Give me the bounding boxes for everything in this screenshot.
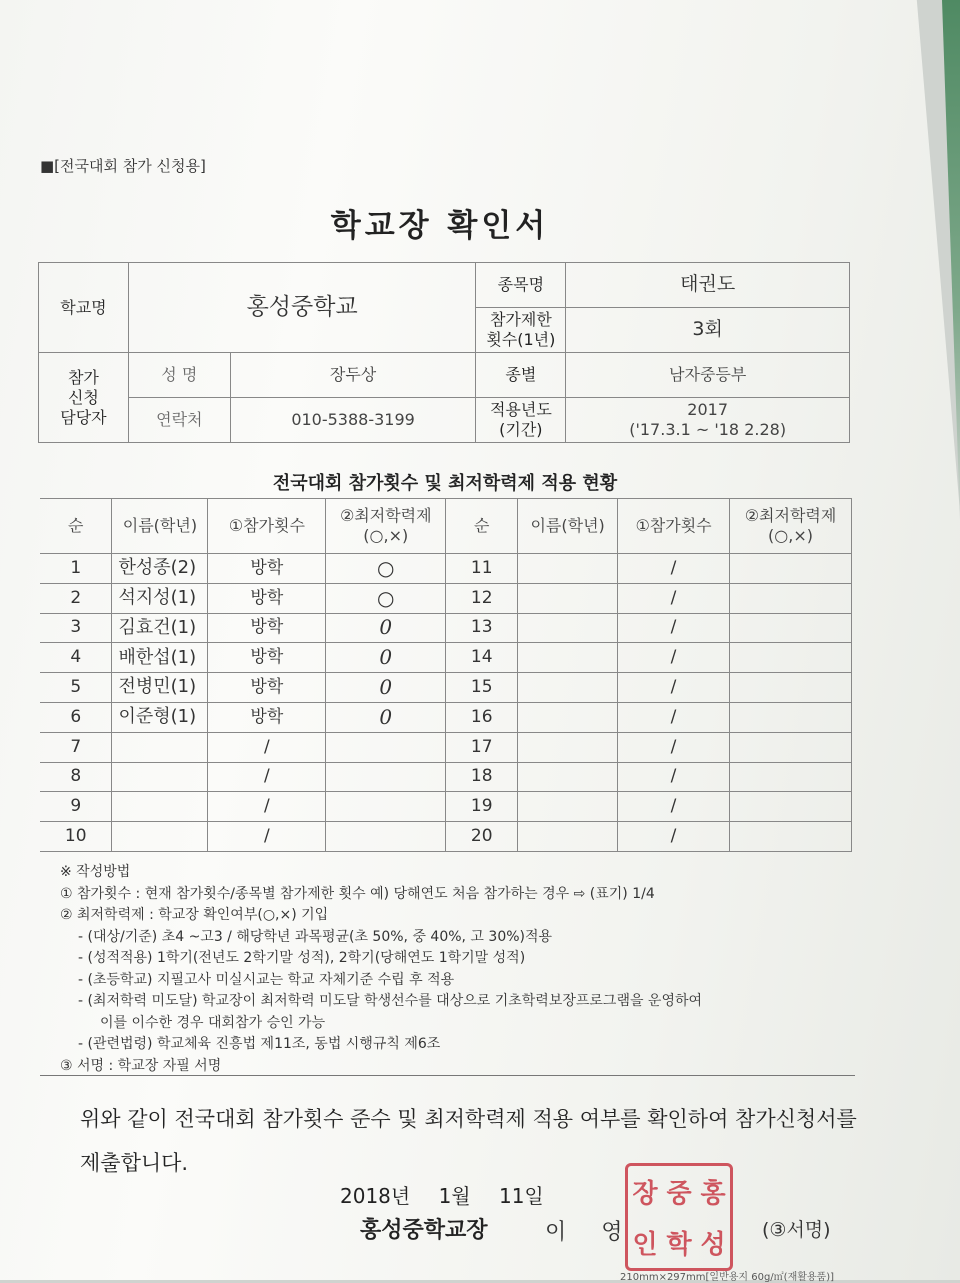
participation-count: 방학 xyxy=(208,554,326,584)
participation-count: 방학 xyxy=(208,673,326,703)
signature-note: (③서명) xyxy=(762,1219,831,1241)
seal-glyph: 성 xyxy=(700,1230,726,1260)
student-name xyxy=(112,762,208,792)
row-no: 11 xyxy=(446,554,518,584)
min-academic-mark xyxy=(730,613,852,643)
min-academic-mark xyxy=(730,554,852,584)
note-detail-3: - (초등학교) 지필고사 미실시교는 학교 자체기준 수립 후 적용 xyxy=(78,971,455,988)
divider-line xyxy=(40,1075,855,1076)
row-no: 12 xyxy=(446,583,518,613)
header-name-2: 이름(학년) xyxy=(518,499,618,554)
min-academic-mark xyxy=(730,643,852,673)
header-count: ①참가횟수 xyxy=(208,499,326,554)
table-row xyxy=(40,554,852,584)
info-table xyxy=(38,262,850,443)
header-no: 순 xyxy=(40,499,112,554)
header-min: ②최저학력제 (○,×) xyxy=(326,499,446,554)
participation-count: / xyxy=(618,792,730,822)
student-name xyxy=(518,613,618,643)
min-academic-mark xyxy=(326,822,446,852)
principal-name: 이 영 xyxy=(545,1220,637,1245)
table-row xyxy=(40,792,852,822)
row-no: 2 xyxy=(40,583,112,613)
student-name: 한성종(2) xyxy=(112,554,208,584)
table-row xyxy=(40,583,852,613)
participation-count: / xyxy=(618,702,730,732)
row-no: 10 xyxy=(40,822,112,852)
row-no: 9 xyxy=(40,792,112,822)
row-no: 3 xyxy=(40,613,112,643)
row-no: 18 xyxy=(446,762,518,792)
contact-value: 010-5388-3199 xyxy=(230,398,476,443)
row-no: 8 xyxy=(40,762,112,792)
participation-count: / xyxy=(208,792,326,822)
student-name xyxy=(518,583,618,613)
limit-label: 참가제한 횟수(1년) xyxy=(476,308,566,353)
table-row xyxy=(40,673,852,703)
participation-count: / xyxy=(208,732,326,762)
student-name: 배한섭(1) xyxy=(112,643,208,673)
name-label: 성 명 xyxy=(128,353,230,398)
participation-count: / xyxy=(618,554,730,584)
table-row xyxy=(40,702,852,732)
note-detail-2: - (성적적용) 1학기(전년도 2학기말 성적), 2학기(당해연도 1학기말 성적) xyxy=(78,950,526,966)
table-row xyxy=(40,613,852,643)
seal-glyph: 장 xyxy=(632,1179,658,1209)
min-academic-mark: 0 xyxy=(326,702,446,732)
min-academic-mark xyxy=(326,762,446,792)
school-label: 학교명 xyxy=(39,263,129,353)
table-row xyxy=(40,643,852,673)
row-no: 1 xyxy=(40,554,112,584)
status-subtitle: 전국대회 참가횟수 및 최저학력제 적용 현황 xyxy=(272,473,618,494)
participation-count: / xyxy=(618,613,730,643)
manager-label: 참가 신청 담당자 xyxy=(39,353,129,443)
year-value: 2017 ('17.3.1 ~ '18 2.28) xyxy=(566,398,850,443)
note-detail-4-cont: 이를 이수한 경우 대회참가 승인 가능 xyxy=(100,1014,326,1031)
participation-count: 방학 xyxy=(208,613,326,643)
note-3: ③ 서명 : 학교장 자필 서명 xyxy=(60,1057,222,1074)
seal-glyph: 인 xyxy=(632,1230,658,1260)
participation-count: 방학 xyxy=(208,643,326,673)
student-name xyxy=(518,554,618,584)
document-title: 학교장 확인서 xyxy=(330,208,550,244)
student-name: 이준형(1) xyxy=(112,702,208,732)
min-academic-mark xyxy=(730,762,852,792)
participation-count: / xyxy=(618,643,730,673)
participation-count: / xyxy=(618,583,730,613)
row-no: 15 xyxy=(446,673,518,703)
student-name: 석지성(1) xyxy=(112,583,208,613)
seal-glyph: 학 xyxy=(666,1230,692,1260)
official-seal-stamp xyxy=(625,1163,733,1271)
note-2: ② 최저학력제 : 학교장 확인여부(○,×) 기입 xyxy=(60,907,329,923)
student-name: 김효건(1) xyxy=(112,613,208,643)
note-detail-4: - (최저학력 미도달) 학교장이 최저학력 미도달 학생선수를 대상으로 기초학력보장프로그램을 운영하여 xyxy=(78,993,703,1009)
student-name xyxy=(518,643,618,673)
contact-label: 연락처 xyxy=(128,398,230,443)
declaration-text: 위와 같이 전국대회 참가횟수 준수 및 최저학력제 적용 여부를 확인하여 참가신청서를 제출합니다. xyxy=(80,1107,857,1175)
notes-heading: ※ 작성방법 xyxy=(60,864,131,880)
participation-table xyxy=(40,498,852,852)
min-academic-mark xyxy=(730,702,852,732)
row-no: 7 xyxy=(40,732,112,762)
min-academic-mark xyxy=(730,792,852,822)
seal-glyph: 중 xyxy=(666,1179,692,1209)
row-no: 14 xyxy=(446,643,518,673)
header-name: 이름(학년) xyxy=(112,499,208,554)
participation-count: / xyxy=(208,762,326,792)
seal-glyph: 홍 xyxy=(700,1179,726,1209)
division-label: 종별 xyxy=(476,353,566,398)
student-name xyxy=(112,822,208,852)
min-academic-mark: 0 xyxy=(326,643,446,673)
row-no: 13 xyxy=(446,613,518,643)
header-min-2: ②최저학력제 (○,×) xyxy=(730,499,852,554)
participation-count: / xyxy=(208,822,326,852)
form-tag: ■[전국대회 참가 신청용] xyxy=(40,157,206,175)
note-detail-1: - (대상/기준) 초4 ~고3 / 해당학년 과목평균(초 50%, 중 40%, 고 30%)적용 xyxy=(78,928,553,945)
row-no: 16 xyxy=(446,702,518,732)
student-name xyxy=(518,762,618,792)
table-row xyxy=(40,762,852,792)
min-academic-mark xyxy=(730,822,852,852)
note-1: ① 참가횟수 : 현재 참가횟수/종목별 참가제한 횟수 예) 당해연도 처음 참가하는 경우 ⇨ (표기) 1/4 xyxy=(60,885,655,902)
min-academic-mark xyxy=(326,732,446,762)
row-no: 5 xyxy=(40,673,112,703)
min-academic-mark xyxy=(326,792,446,822)
student-name: 전병민(1) xyxy=(112,673,208,703)
limit-value: 3회 xyxy=(566,308,850,353)
min-academic-mark xyxy=(730,583,852,613)
participation-count: 방학 xyxy=(208,702,326,732)
participation-count: / xyxy=(618,732,730,762)
min-academic-mark: 0 xyxy=(326,613,446,643)
table-row xyxy=(40,732,852,762)
student-name xyxy=(518,732,618,762)
school-name: 홍성중학교 xyxy=(128,263,476,353)
student-name xyxy=(518,822,618,852)
paper-spec-footer: 210mm×297mm[일반용지 60g/㎡(재활용품)] xyxy=(620,1272,835,1283)
student-name xyxy=(518,792,618,822)
participation-count: / xyxy=(618,762,730,792)
issue-date: 2018년 1월 11일 xyxy=(340,1184,544,1208)
student-name xyxy=(518,673,618,703)
table-row xyxy=(40,822,852,852)
header-no-2: 순 xyxy=(446,499,518,554)
row-no: 19 xyxy=(446,792,518,822)
row-no: 17 xyxy=(446,732,518,762)
row-no: 20 xyxy=(446,822,518,852)
participation-count: / xyxy=(618,673,730,703)
year-label: 적용년도 (기간) xyxy=(476,398,566,443)
participation-count: / xyxy=(618,822,730,852)
min-academic-mark xyxy=(730,673,852,703)
school-principal-title: 홍성중학교장 xyxy=(360,1218,488,1243)
header-count-2: ①참가횟수 xyxy=(618,499,730,554)
student-name xyxy=(518,702,618,732)
min-academic-mark xyxy=(730,732,852,762)
name-value: 장두상 xyxy=(230,353,476,398)
min-academic-mark: 0 xyxy=(326,673,446,703)
table-header-row xyxy=(40,499,852,554)
min-academic-mark: ○ xyxy=(326,583,446,613)
row-no: 4 xyxy=(40,643,112,673)
student-name xyxy=(112,792,208,822)
student-name xyxy=(112,732,208,762)
event-value: 태권도 xyxy=(566,263,850,308)
division-value: 남자중등부 xyxy=(566,353,850,398)
event-label: 종목명 xyxy=(476,263,566,308)
participation-count: 방학 xyxy=(208,583,326,613)
note-detail-5: - (관련법령) 학교체육 진흥법 제11조, 동법 시행규칙 제6조 xyxy=(78,1036,441,1052)
row-no: 6 xyxy=(40,702,112,732)
instructions xyxy=(60,862,702,1077)
min-academic-mark: ○ xyxy=(326,554,446,584)
